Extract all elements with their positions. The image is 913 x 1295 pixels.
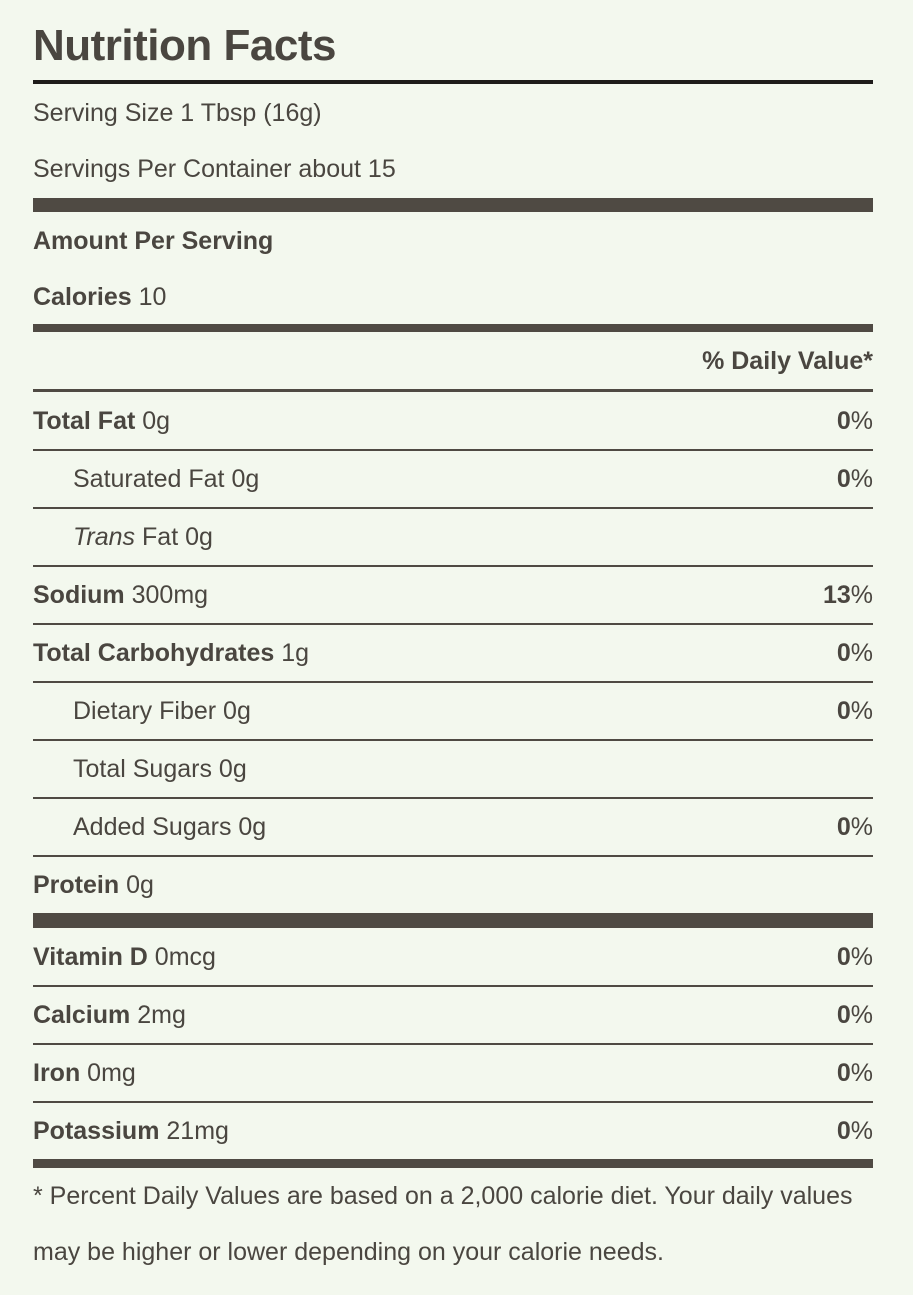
- nutrient-daily-value: [837, 406, 873, 436]
- nutrient-percent-sign: %: [850, 581, 873, 609]
- nutrient-amount: 300mg: [131, 581, 209, 609]
- nutrient-divider: [33, 449, 873, 451]
- vitamin-divider: [33, 985, 873, 987]
- nutrient-daily-value: [837, 696, 873, 726]
- nutrient-row: [33, 406, 873, 436]
- nutrient-name: Added Sugars: [73, 813, 232, 841]
- vitamin-percent-sign: %: [850, 1059, 873, 1087]
- vitamin-amount: 2mg: [137, 1001, 186, 1029]
- vitamin-row: [33, 1058, 873, 1088]
- nutrient-row: [33, 464, 873, 494]
- nutrient-percent-sign: %: [850, 813, 873, 841]
- nutrient-dv-number: 0: [836, 407, 851, 435]
- nutrient-row: [33, 580, 873, 610]
- vitamin-name: Calcium: [33, 1001, 131, 1029]
- nutrient-amount: 1g: [281, 639, 310, 667]
- vitamin-daily-value: [837, 1000, 873, 1030]
- nutrient-name: Protein: [33, 871, 120, 899]
- nutrient-amount: 0g: [185, 523, 213, 551]
- calories-value: 10: [138, 283, 167, 311]
- nutrient-name: Dietary Fiber: [73, 697, 217, 725]
- nutrient-row: [33, 870, 873, 900]
- nutrient-divider: [33, 855, 873, 857]
- vitamin-daily-value: [837, 1116, 873, 1146]
- nutrient-dv-number: 0: [836, 639, 851, 667]
- nutrient-percent-sign: %: [850, 465, 873, 493]
- vitamin-dv-number: 0: [836, 1001, 851, 1029]
- vitamin-daily-value: [837, 1058, 873, 1088]
- nutrient-divider: [33, 797, 873, 799]
- nutrient-dv-number: 0: [836, 697, 851, 725]
- daily-value-header: % Daily Value*: [702, 347, 873, 375]
- nutrient-daily-value: [837, 812, 873, 842]
- vitamin-percent-sign: %: [850, 1117, 873, 1145]
- label-title: Nutrition Facts: [33, 21, 336, 70]
- nutrient-dv-number: 0: [836, 465, 851, 493]
- nutrient-percent-sign: %: [850, 697, 873, 725]
- nutrient-divider: [33, 507, 873, 509]
- calories-row: [33, 282, 873, 312]
- vitamin-daily-value: [837, 942, 873, 972]
- nutrient-name: Trans: [73, 523, 136, 551]
- vitamin-percent-sign: %: [850, 943, 873, 971]
- vitamin-amount: 0mcg: [154, 943, 216, 971]
- daily-value-header-row: [33, 346, 873, 376]
- nutrient-name: Total Fat: [33, 407, 136, 435]
- vitamin-divider: [33, 1043, 873, 1045]
- servings-per-container-row: [33, 154, 873, 184]
- top-rule: [33, 80, 873, 84]
- nutrient-amount: 0g: [238, 813, 267, 841]
- servings-per-container: Servings Per Container about 15: [33, 155, 396, 183]
- thick-rule-3: [33, 913, 873, 928]
- nutrient-dv-number: 13: [822, 581, 851, 609]
- nutrient-divider: [33, 739, 873, 741]
- nutrient-name: Sodium: [33, 581, 125, 609]
- nutrient-amount: 0g: [223, 697, 251, 725]
- vitamin-dv-number: 0: [836, 943, 851, 971]
- vitamin-amount: 21mg: [166, 1117, 229, 1145]
- nutrient-divider: [33, 681, 873, 683]
- nutrient-amount: 0g: [142, 407, 171, 435]
- vitamin-row: [33, 942, 873, 972]
- vitamin-name: Iron: [33, 1059, 81, 1087]
- nutrient-percent-sign: %: [850, 407, 873, 435]
- vitamin-amount: 0mg: [87, 1059, 136, 1087]
- nutrient-divider: [33, 623, 873, 625]
- nutrient-amount: 0g: [126, 871, 154, 899]
- vitamin-name: Potassium: [33, 1117, 160, 1145]
- nutrient-row: [33, 522, 873, 552]
- nutrient-divider: [33, 565, 873, 567]
- thick-rule-1: [33, 198, 873, 212]
- vitamin-row: [33, 1000, 873, 1030]
- vitamin-divider: [33, 1101, 873, 1103]
- amount-per-serving-row: [33, 226, 873, 256]
- nutrient-daily-value: [837, 638, 873, 668]
- nutrient-row: [33, 812, 873, 842]
- footnote: * Percent Daily Values are based on a 2,000 calorie diet. Your daily values may be higher or lower depending on your calorie needs.: [33, 1182, 853, 1266]
- nutrient-daily-value: [823, 580, 873, 610]
- nutrient-name-rest: Fat: [142, 523, 179, 551]
- nutrient-percent-sign: %: [850, 639, 873, 667]
- serving-size: Serving Size 1 Tbsp (16g): [33, 99, 322, 127]
- nutrient-row: [33, 696, 873, 726]
- nutrient-amount: 0g: [218, 755, 247, 783]
- amount-per-serving: Amount Per Serving: [33, 227, 274, 255]
- vitamin-dv-number: 0: [836, 1059, 851, 1087]
- header-rule: [33, 389, 873, 392]
- nutrient-row: [33, 754, 873, 784]
- thick-rule-4: [33, 1159, 873, 1168]
- nutrient-name: Total Sugars: [73, 755, 212, 783]
- serving-size-row: [33, 98, 873, 128]
- vitamin-name: Vitamin D: [33, 943, 148, 971]
- calories-label: Calories: [33, 283, 132, 311]
- thick-rule-2: [33, 324, 873, 332]
- nutrient-name: Saturated Fat: [73, 465, 225, 493]
- nutrient-dv-number: 0: [836, 813, 851, 841]
- nutrient-daily-value: [837, 464, 873, 494]
- vitamin-row: [33, 1116, 873, 1146]
- vitamin-percent-sign: %: [850, 1001, 873, 1029]
- nutrient-row: [33, 638, 873, 668]
- vitamin-dv-number: 0: [836, 1117, 851, 1145]
- nutrient-amount: 0g: [231, 465, 260, 493]
- nutrient-name: Total Carbohydrates: [33, 639, 275, 667]
